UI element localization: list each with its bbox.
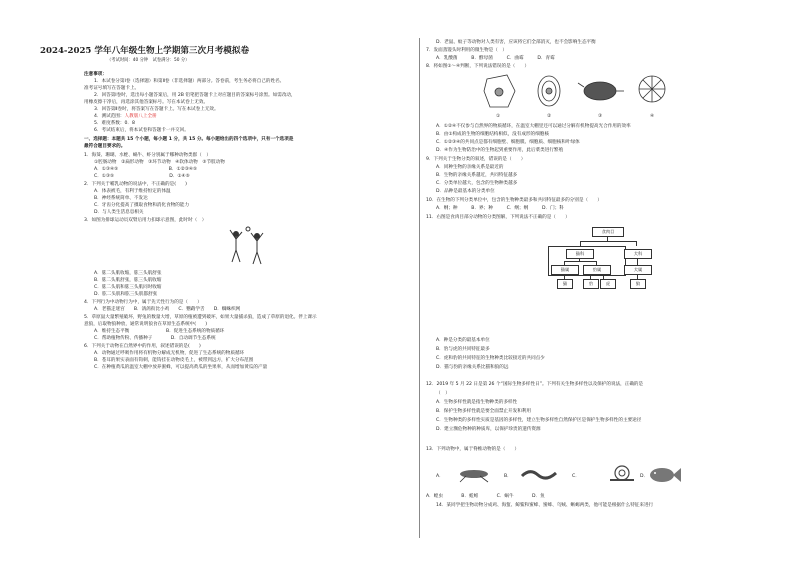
question-line: B．由①构成的生物的细胞结构相似，没有成形的细胞核	[436, 132, 549, 137]
question-line: 11．右图是食肉目部分动物的分类图解，下列说法不正确的是（ ）	[426, 215, 570, 220]
question-line: B．神经系统简单、不发达	[94, 196, 148, 201]
option-label: D．	[640, 474, 649, 479]
question-line: 14．某同学把生物动物分成鸡、海蜇、鲸鲨和蜜蜂、蜜蜂、乌贼、蜥蜴两类，他可能是根据什么特征来进行	[436, 503, 654, 508]
question-line: B．豹与虎的共同特征最多	[436, 347, 490, 352]
question-line: 4．下列行为中动物行为中，属于先天性行为的是（ ）	[84, 300, 202, 305]
question-line: 10．在生物的下列分类单位中，包含的生物种类最多和共同特征最多的分别是（ ）	[426, 198, 602, 203]
question-line: B．保护生物多样性就是要全面禁止开发和利用	[436, 409, 532, 414]
question-line: B．苍耳的果实表面有钩刺，能钩挂在动物皮毛上，被带到远方，扩大分布范围	[94, 358, 254, 363]
option-label: B．	[504, 474, 512, 479]
question-line: 7．发面蒸馒头时利用的微生物是（ ）	[426, 48, 508, 53]
question-line: C．肱二头肌和肱三头肌同时收缩	[94, 285, 162, 290]
question-line: C．①③⑤ D．①④⑤	[94, 174, 190, 179]
diagram-node-order: 食肉目	[592, 227, 624, 237]
fish-icon	[648, 464, 682, 486]
left-column	[84, 0, 414, 562]
question-line: C．①②③④的共同点是都有细胞壁、细胞膜、细胞质、细胞核和叶绿体	[436, 140, 580, 145]
diagram-node-genus: 猫属	[551, 265, 579, 275]
volleyball-players-figure	[222, 226, 274, 266]
question-line: 9．下列关于生物分类的叙述，错误的是（ ）	[426, 157, 526, 162]
diagram-leaf: 猫	[557, 279, 573, 289]
question-line: （ ）	[436, 391, 450, 396]
notice-heading: 注意事项：	[84, 72, 107, 77]
question-line: A．维持生态平衡 B．促进生态系统的物质循环	[94, 329, 225, 334]
question-line: C．虎和豹的共同特征的生物种类比较接近的共同点少	[436, 356, 545, 361]
question-line: B．生物的亲缘关系越近，共同特征越多	[436, 173, 518, 178]
question-line: 5．草原鼠大量繁殖破坏，野兔的数量大增，草原的植被遭到破坏，如果大量捕杀狼，造成了草原的退化。伴上课示	[84, 315, 317, 320]
question-line: C．牙齿分化提高了摄取食物和消化食物的能力	[94, 203, 190, 208]
question-line: A．乳酸菌 B．酵母菌 C．曲霉 D．青霉	[436, 56, 555, 61]
figure-label: ②	[547, 114, 552, 119]
question-line: A．蝗虫 B．蚯蚓 C．蜗牛 D．鱼	[426, 494, 545, 499]
figure-label: ④	[650, 114, 655, 119]
question-line: D．品种是最基本的分类单位	[436, 189, 495, 194]
question-line: 1．海葵、珊瑚、水蛭、蜗牛、虾分别属于哪种动物类群（ ）	[84, 153, 211, 158]
notice-line: 5．难度系数：0．8	[94, 121, 135, 126]
question-line: D．猫与豹的亲缘关系比猫和狼的远	[436, 365, 509, 370]
question-line: A．动物通过呼吸作用将有机物分解成无机物，促进了生态系统的物质循环	[94, 351, 245, 356]
exam-title: 2024-2025 学年八年级生物上学期第三次月考模拟卷	[40, 46, 250, 56]
notice-line: 2．回答第Ⅰ卷时，选出每小题答案后，用 2B 铅笔把答题卡上对应题目的答案标号涂黑。如需改动，	[94, 93, 296, 98]
question-line: 8．将如图①～④判断，下列说法错误的是（ ）	[426, 64, 530, 69]
question-line: C．在种植黄瓜的温室大棚中放养蜜蜂，可以提高黄瓜的坐果率，从而增加黄瓜的产量	[94, 365, 268, 370]
diagram-leaf: 豹	[583, 279, 599, 289]
notice-line: 用橡皮擦干净后，再选涂其他答案标号。写在本试卷上无效。	[84, 100, 209, 105]
option-label: C．	[572, 474, 580, 479]
question-line: D．建立濒危物种的种质库，以保护珍贵的遗传资源	[436, 427, 541, 432]
question-line: A．生物多样性就是指生物种类的多样性	[436, 400, 518, 405]
diagram-leaf: 虎	[600, 279, 616, 289]
diagram-leaf: 狼	[630, 279, 646, 289]
notice-line: 准考证号填写在答题卡上。	[84, 86, 140, 91]
diagram-node-family: 猫科	[566, 249, 594, 259]
question-line: D．④作为生物防治中的生物起到重要作用，此后菜类进行繁殖	[436, 148, 564, 153]
diagram-node-family: 犬科	[624, 249, 652, 259]
question-line: D．与人类生活息息相关	[94, 210, 144, 215]
question-line: ①腔肠动物 ②扁形动物 ③环节动物 ④软体动物 ⑤节肢动物	[94, 160, 225, 165]
snail-icon	[608, 462, 638, 484]
figure-label: ①	[496, 114, 501, 119]
question-line: A．老猫走迷宫 B．鸽鸽衔比小鸡 C．鹦鹉学舌 D．蜘蛛织网	[94, 307, 241, 312]
question-line: 2．下列关于哺乳动物的说法中，不正确的是( )	[84, 182, 187, 187]
question-line: 意狼，后取物狼种放，通常说明狼食在草原生态系统中( )	[84, 322, 208, 327]
question-line: D．老鼠、蚊子等动物对人类有害，应该将它们全部消灭，也不会影响生态平衡	[436, 40, 596, 45]
question-line: C．生物种类的多样性实质是基因的多样性，建立生物多样性自然保护区是保护生物多样性的主要途径	[436, 418, 642, 423]
notice-line: 1．本试卷分第Ⅰ卷（选择题）和第Ⅱ卷（非选择题）两部分。答卷前，考生务必将自己的姓名、	[94, 79, 285, 84]
locust-icon	[456, 464, 494, 484]
exam-subtitle: （考试时间：40 分钟 试卷满分：50 分）	[107, 58, 190, 63]
option-label: A．	[436, 474, 444, 479]
right-column	[426, 0, 706, 562]
question-line: A．体表被毛，有利于维持恒定的体温	[94, 189, 171, 194]
microorganism-figures	[482, 73, 672, 113]
question-line: 13．下列动物中，属于脊椎动物的是（ ）	[426, 447, 520, 452]
notice-line: 4．测试范围：人教版八上全册	[94, 114, 157, 119]
question-line: B．肱二头肌舒张，肱三头肌收缩	[94, 278, 162, 283]
diagram-node-genus: 犬属	[624, 265, 652, 275]
section-heading: 最符合题目要求的。	[84, 144, 126, 149]
question-line: A．种是分类的最基本单位	[436, 338, 490, 343]
question-line: A．肱二头肌收缩，肱三头肌舒张	[94, 271, 162, 276]
question-line: 6．下列关于动物在自然界中的作用，叙述错误的是( )	[84, 344, 201, 349]
question-line: C．帮助植物传粉、传播种子 D．自动调节生态系统	[94, 336, 216, 341]
figure-label: ③	[598, 114, 603, 119]
question-line: 12．2019 年 5 月 22 日是第 26 个“国际生物多样性日”。下列有关生物多样性以及保护的说法，正确的是	[426, 382, 644, 387]
scope-text: 人教版八上全册	[124, 114, 157, 119]
earthworm-icon	[520, 466, 558, 482]
question-line: C．分类单位越大，包含的生物种类越多	[436, 181, 518, 186]
question-line: A．①②④不仅参与自然界的物质循环，在温室大棚里还可以通过分解有机物提高光合作用的效率	[436, 124, 631, 129]
column-divider	[419, 38, 420, 538]
notice-line: 6．考试结束后，将本试卷和答题卡一并交回。	[94, 128, 189, 133]
question-line: A．同种生物的亲缘关系是最近的	[436, 165, 504, 170]
question-line: A．纲；种 B．界；种 C．纲；纲 D．门；科	[436, 206, 564, 211]
question-line: 3．如图为排球运动员双臂后用力扣球示意图，此时时（ ）	[84, 218, 207, 223]
diagram-node-genus: 豹属	[583, 265, 611, 275]
notice-line: 3．回答第Ⅱ卷时，将答案写在答题卡上。写在本试卷上无效。	[94, 107, 219, 112]
question-line: D．肱二头肌和肱三头肌都舒张	[94, 292, 158, 297]
question-line: A．①③④⑤ B．①②③④⑤	[94, 167, 198, 172]
section-heading: 一、选择题：本题共 15 个小题，每小题 1 分，共 15 分。每小题给出的四个选项中，只有一个选项是	[84, 137, 294, 142]
